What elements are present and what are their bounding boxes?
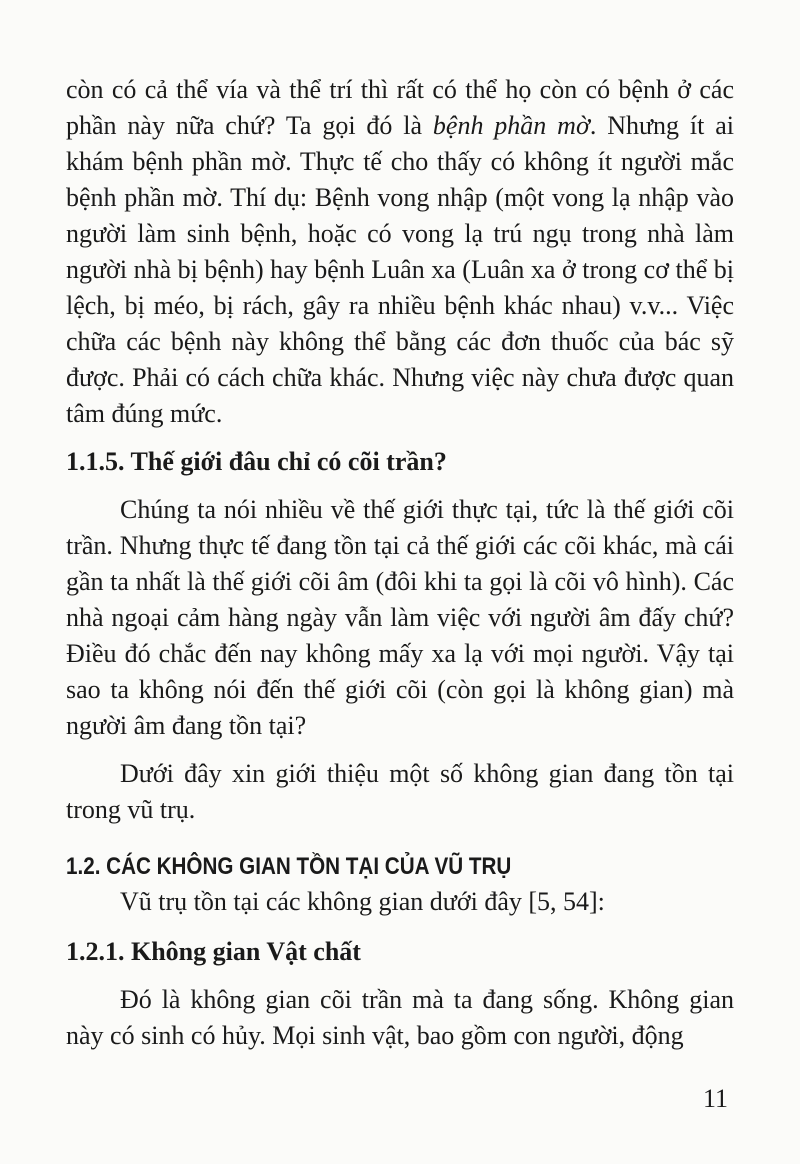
paragraph-text: còn có cả thể vía và thể trí thì rất có thể họ còn có bệnh ở các phần này nữa chứ? Ta gọi đó là xyxy=(66,75,734,140)
spacer xyxy=(66,432,734,444)
paragraph-continuation xyxy=(66,72,734,432)
paragraph-spaces-list: Vũ trụ tồn tại các không gian dưới đây [5, 54]: xyxy=(120,887,605,916)
spacer xyxy=(66,970,734,982)
spacer xyxy=(66,828,734,850)
heading-1-1-5: 1.1.5. Thế giới đâu chỉ có cõi trần? xyxy=(66,447,447,476)
spacer xyxy=(66,920,734,934)
heading-1-2: 1.2. CÁC KHÔNG GIAN TỒN TẠI CỦA VŨ TRỤ xyxy=(66,853,512,880)
paragraph-introduction: Dưới đây xin giới thiệu một số không gian đang tồn tại trong vũ trụ. xyxy=(66,759,734,824)
spacer xyxy=(66,744,734,756)
paragraph-text: . Nhưng ít ai khám bệnh phần mờ. Thực tế cho thấy có không ít người mắc bệnh phần mờ. Thí dụ: Bệnh vong nhập (một vong lạ nhập vào người làm sinh bệnh, hoặc có vong lạ trú ngụ trong nhà làm người nhà bị bệnh) hay bệnh Luân xa (Luân xa ở trong cơ thể bị lệch, bị méo, bị rách, gây ra nhiều bệnh khác nhau) v.v... Việc chữa các bệnh này không thể bằng các đơn thuốc của bác sỹ được. Phải có cách chữa khác. Nhưng việc này chưa được quan tâm đúng mức. xyxy=(66,111,734,428)
spacer xyxy=(66,480,734,492)
paragraph-material-space: Đó là không gian cõi trần mà ta đang sống. Không gian này có sinh có hủy. Mọi sinh vật, bao gồm con người, động xyxy=(66,985,734,1050)
paragraph-other-worlds: Chúng ta nói nhiều về thế giới thực tại, tức là thế giới cõi trần. Nhưng thực tế đang tồn tại cả thế giới các cõi khác, mà cái gần ta nhất là thế giới cõi âm (đôi khi ta gọi là cõi vô hình). Các nhà ngoại cảm hàng ngày vẫn làm việc với người âm đấy chứ? Điều đó chắc đến nay không mấy xa lạ với mọi người. Vậy tại sao ta không nói đến thế giới cõi (còn gọi là không gian) mà người âm đang tồn tại? xyxy=(66,495,734,740)
emphasis-term: bệnh phần mờ xyxy=(432,111,590,140)
page-number: 11 xyxy=(702,1084,728,1113)
heading-1-2-1: 1.2.1. Không gian Vật chất xyxy=(66,937,361,966)
